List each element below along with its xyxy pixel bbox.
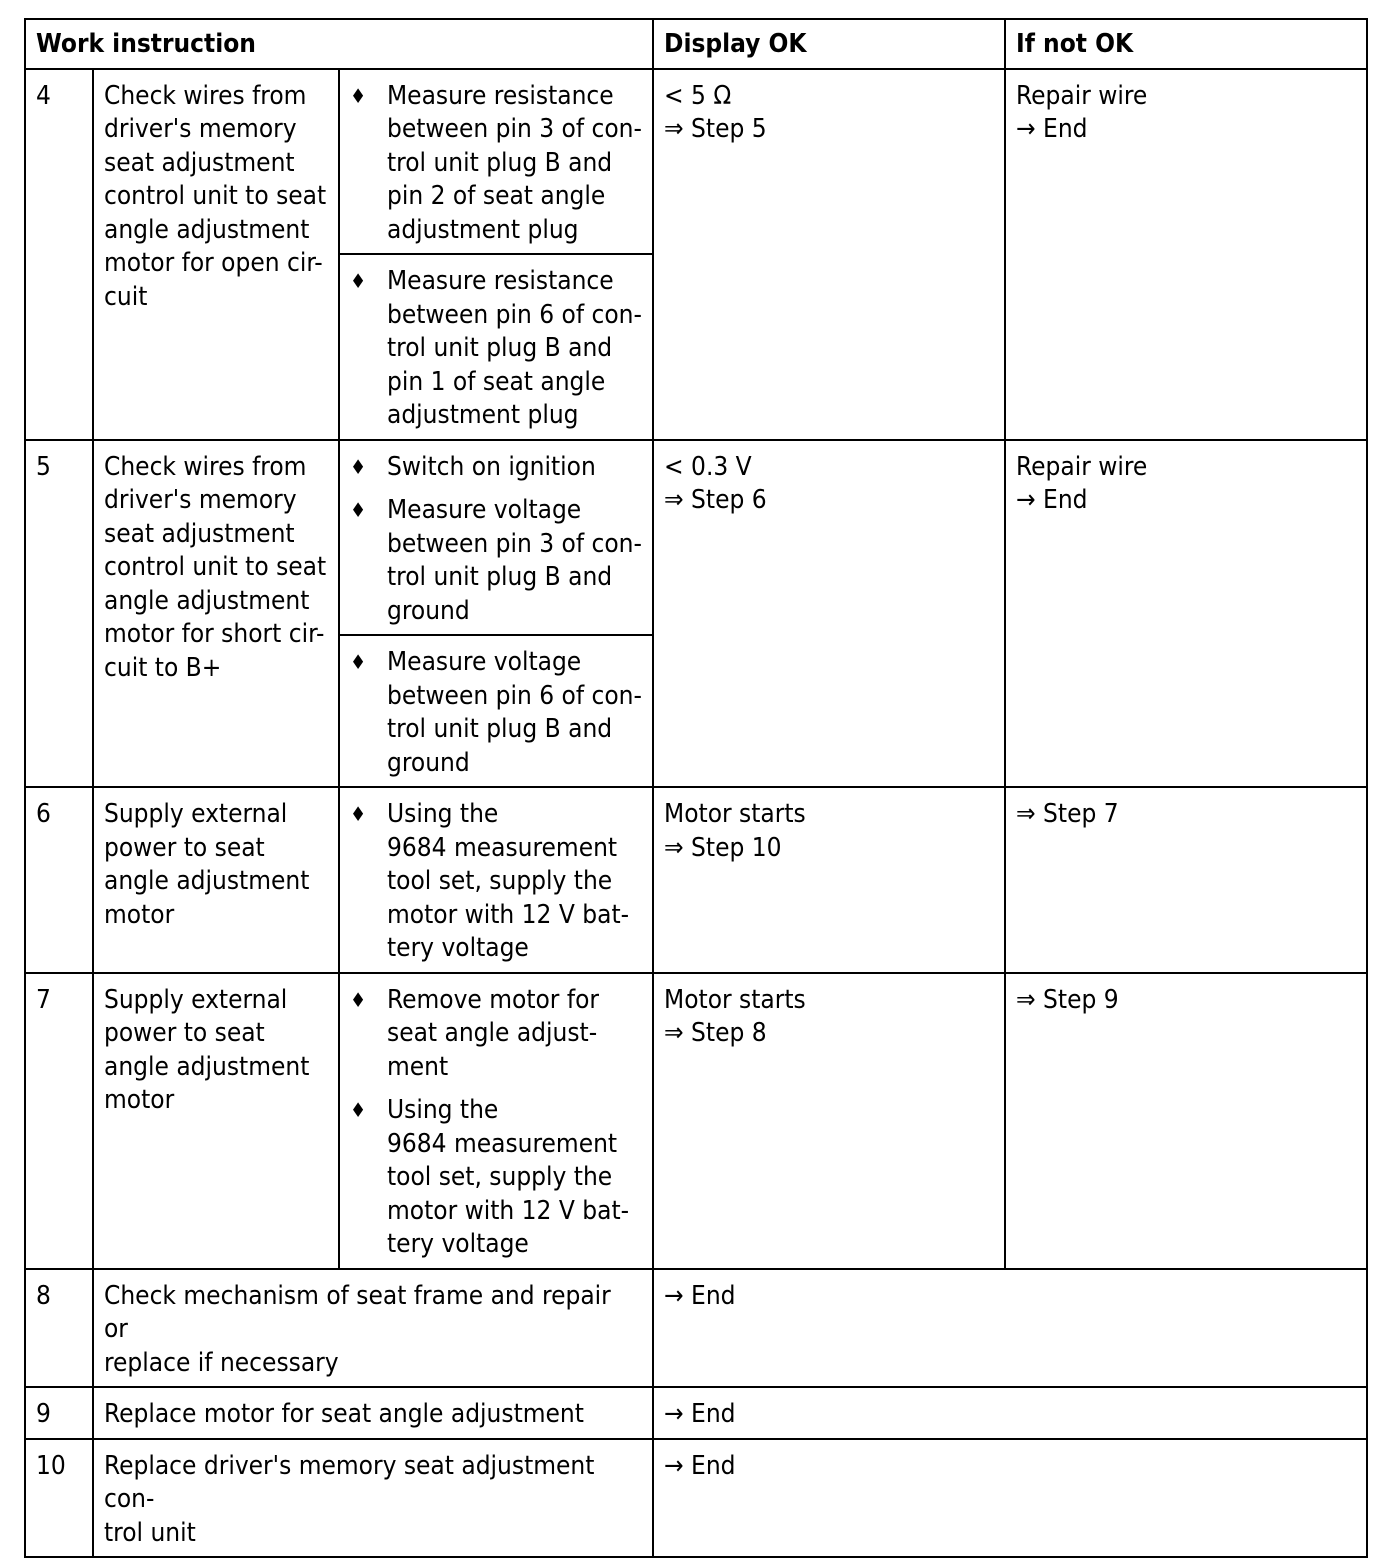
action-text: Measure resistance between pin 6 of con- trol unit plug B and pin 1 of seat angle adjustment plug [387,266,642,430]
action-cell [339,254,653,440]
step-row-9 [25,1387,1367,1439]
header-display-ok: Display OK [653,19,1005,69]
work-instruction-table [24,18,1368,1558]
step-result: → End [653,1387,1367,1439]
step-result: → End [653,1269,1367,1388]
if-not-ok-value: Repair wire → End [1005,69,1367,440]
bullet-diamond-icon: ♦ [350,650,367,674]
step-description: Supply external power to seat angle adjustment motor [93,787,339,973]
action-item [350,984,642,1085]
bullet-diamond-icon: ♦ [350,1098,367,1122]
if-not-ok-value: ⇒ Step 9 [1005,973,1367,1269]
action-item [350,451,642,485]
step-description: Supply external power to seat angle adjustment motor [93,973,339,1269]
action-text: Remove motor for seat angle adjust- ment [387,984,599,1082]
step-number: 8 [25,1269,93,1388]
step-number: 7 [25,973,93,1269]
action-text: Measure resistance between pin 3 of con- trol unit plug B and pin 2 of seat angle adjustment plug [387,80,642,245]
step-description: Check mechanism of seat frame and repair or replace if necessary [93,1269,653,1388]
action-text: Measure voltage between pin 6 of con- trol unit plug B and ground [387,647,642,778]
action-cell [339,440,653,636]
action-cell [339,973,653,1269]
step-result: → End [653,1439,1367,1558]
step-number: 9 [25,1387,93,1439]
bullet-diamond-icon: ♦ [350,454,367,479]
step-row-10 [25,1439,1367,1558]
header-if-not-ok: If not OK [1005,19,1367,69]
action-item [350,798,642,966]
step-description: Check wires from driver's memory seat adjustment control unit to seat angle adjustment motor for open cir- cuit [93,69,339,440]
step-row-4 [25,69,1367,255]
action-item [350,1094,642,1262]
action-text: Switch on ignition [387,451,596,482]
bullet-diamond-icon: ♦ [350,987,367,1012]
display-ok-value: Motor starts ⇒ Step 8 [653,973,1005,1269]
step-row-6 [25,787,1367,973]
step-row-8 [25,1269,1367,1388]
bullet-diamond-icon: ♦ [350,83,367,108]
step-description: Replace driver's memory seat adjustment con- trol unit [93,1439,653,1558]
action-text: Measure voltage between pin 3 of con- trol unit plug B and ground [387,495,642,626]
step-number: 5 [25,440,93,788]
header-work-instruction: Work instruction [25,19,653,69]
display-ok-value: < 5 Ω ⇒ Step 5 [653,69,1005,440]
step-number: 10 [25,1439,93,1558]
action-text: Using the 9684 measurement tool set, supply the motor with 12 V bat- tery voltage [387,1095,630,1259]
display-ok-value: Motor starts ⇒ Step 10 [653,787,1005,973]
if-not-ok-value: ⇒ Step 7 [1005,787,1367,973]
step-row-5 [25,440,1367,636]
action-item [350,265,642,433]
action-item [350,646,642,780]
bullet-diamond-icon: ♦ [350,269,367,293]
step-row-7 [25,973,1367,1269]
bullet-diamond-icon: ♦ [350,498,367,522]
step-description: Replace motor for seat angle adjustment [93,1387,653,1439]
display-ok-value: < 0.3 V ⇒ Step 6 [653,440,1005,788]
bullet-diamond-icon: ♦ [350,802,367,826]
action-item [350,494,642,628]
step-number: 6 [25,787,93,973]
action-cell [339,69,653,255]
action-cell [339,787,653,973]
action-item [350,80,642,248]
if-not-ok-value: Repair wire → End [1005,440,1367,788]
step-number: 4 [25,69,93,440]
action-cell [339,635,653,787]
action-text: Using the 9684 measurement tool set, supply the motor with 12 V bat- tery voltage [387,799,630,963]
step-description: Check wires from driver's memory seat adjustment control unit to seat angle adjustment motor for short cir- cuit to B+ [93,440,339,788]
header-row [25,19,1367,69]
